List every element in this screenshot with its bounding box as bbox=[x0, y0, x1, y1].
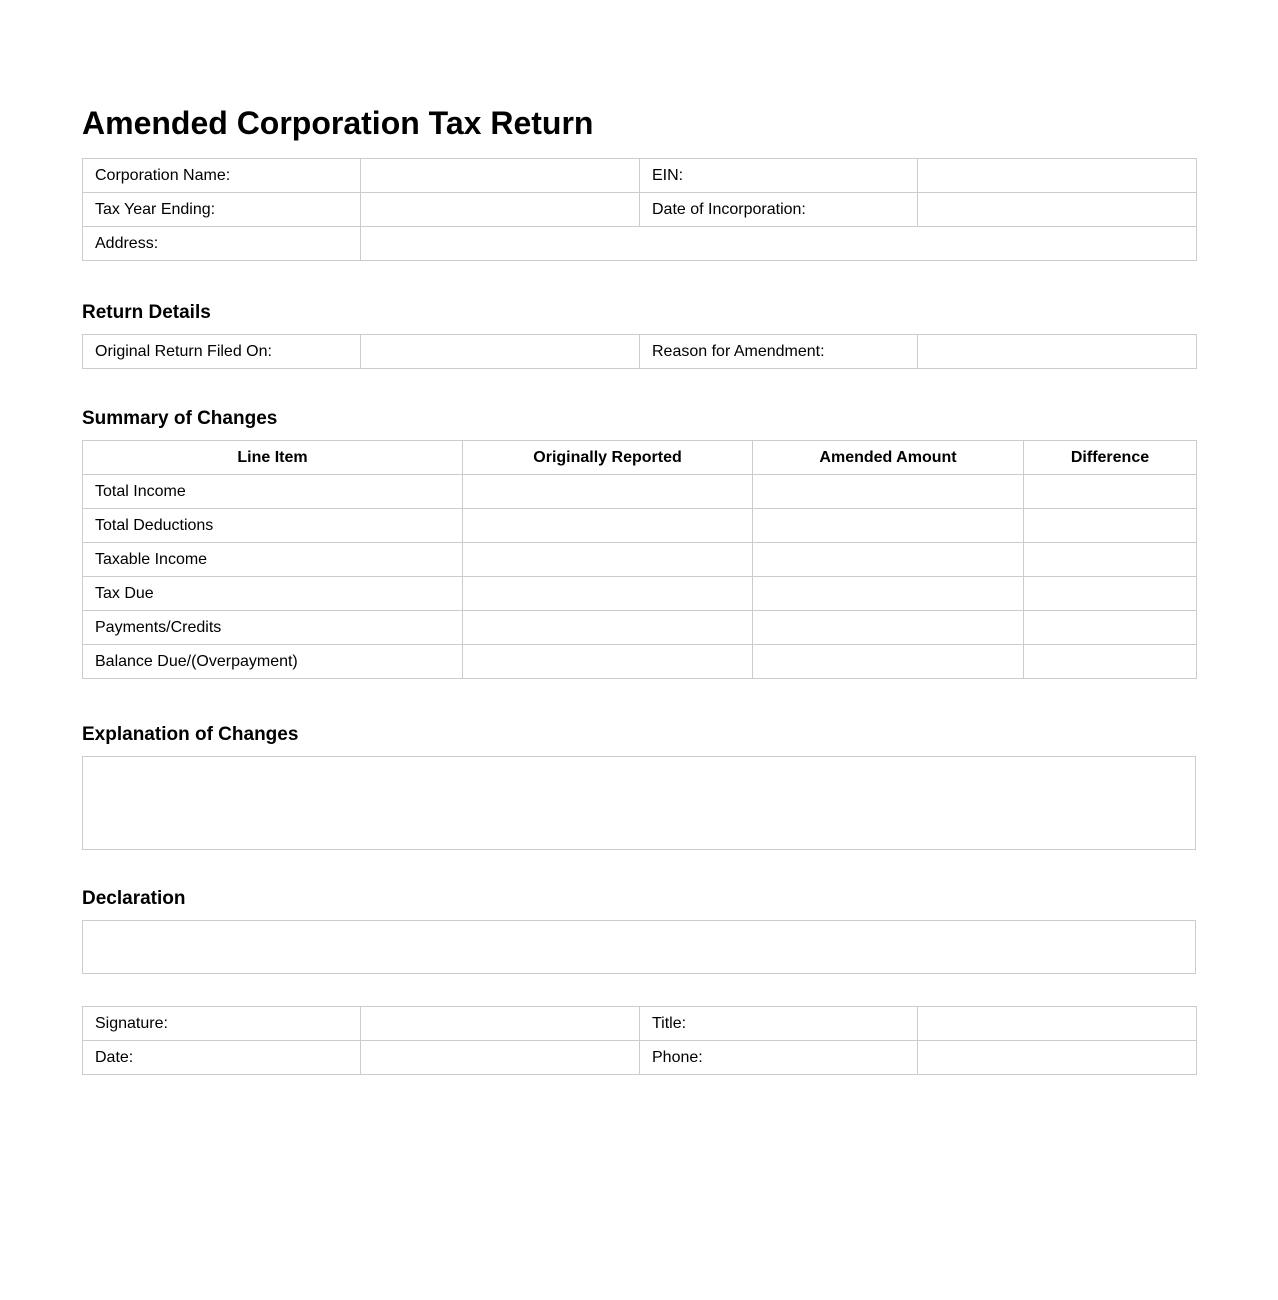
explanation-of-changes-heading: Explanation of Changes bbox=[82, 724, 299, 745]
address-label: Address: bbox=[83, 227, 361, 261]
amended-amount-field[interactable] bbox=[753, 509, 1024, 543]
line-item-label: Total Income bbox=[83, 475, 463, 509]
date-of-incorporation-label: Date of Incorporation: bbox=[640, 193, 918, 227]
page-title: Amended Corporation Tax Return bbox=[82, 105, 594, 141]
reason-for-amendment-field[interactable] bbox=[918, 335, 1197, 369]
summary-of-changes-table bbox=[82, 440, 1197, 679]
originally-reported-field[interactable] bbox=[463, 543, 753, 577]
original-return-filed-label: Original Return Filed On: bbox=[83, 335, 361, 369]
table-row bbox=[83, 1041, 1197, 1075]
line-item-label: Taxable Income bbox=[83, 543, 463, 577]
difference-field[interactable] bbox=[1024, 543, 1197, 577]
column-header-originally-reported: Originally Reported bbox=[463, 441, 753, 475]
signature-field[interactable] bbox=[361, 1007, 640, 1041]
originally-reported-field[interactable] bbox=[463, 611, 753, 645]
phone-field[interactable] bbox=[918, 1041, 1197, 1075]
table-row bbox=[83, 577, 1197, 611]
declaration-text-area[interactable] bbox=[82, 920, 1196, 974]
date-field[interactable] bbox=[361, 1041, 640, 1075]
original-return-filed-field[interactable] bbox=[361, 335, 640, 369]
tax-year-ending-field[interactable] bbox=[361, 193, 640, 227]
difference-field[interactable] bbox=[1024, 611, 1197, 645]
date-of-incorporation-field[interactable] bbox=[918, 193, 1197, 227]
table-row bbox=[83, 159, 1197, 193]
title-label: Title: bbox=[640, 1007, 918, 1041]
corporation-name-field[interactable] bbox=[361, 159, 640, 193]
title-field[interactable] bbox=[918, 1007, 1197, 1041]
table-row bbox=[83, 193, 1197, 227]
reason-for-amendment-label: Reason for Amendment: bbox=[640, 335, 918, 369]
tax-year-ending-label: Tax Year Ending: bbox=[83, 193, 361, 227]
date-label: Date: bbox=[83, 1041, 361, 1075]
signature-label: Signature: bbox=[83, 1007, 361, 1041]
difference-field[interactable] bbox=[1024, 509, 1197, 543]
difference-field[interactable] bbox=[1024, 577, 1197, 611]
table-row bbox=[83, 509, 1197, 543]
table-row bbox=[83, 543, 1197, 577]
table-row bbox=[83, 335, 1197, 369]
corporation-name-label: Corporation Name: bbox=[83, 159, 361, 193]
line-item-label: Payments/Credits bbox=[83, 611, 463, 645]
address-field[interactable] bbox=[361, 227, 1197, 261]
amended-amount-field[interactable] bbox=[753, 543, 1024, 577]
amended-amount-field[interactable] bbox=[753, 475, 1024, 509]
originally-reported-field[interactable] bbox=[463, 509, 753, 543]
difference-field[interactable] bbox=[1024, 645, 1197, 679]
amended-amount-field[interactable] bbox=[753, 611, 1024, 645]
return-details-table bbox=[82, 334, 1197, 369]
amended-amount-field[interactable] bbox=[753, 577, 1024, 611]
column-header-amended-amount: Amended Amount bbox=[753, 441, 1024, 475]
column-header-difference: Difference bbox=[1024, 441, 1197, 475]
signature-table bbox=[82, 1006, 1197, 1075]
phone-label: Phone: bbox=[640, 1041, 918, 1075]
explanation-text-area[interactable] bbox=[82, 756, 1196, 850]
originally-reported-field[interactable] bbox=[463, 475, 753, 509]
summary-of-changes-heading: Summary of Changes bbox=[82, 408, 278, 429]
amended-amount-field[interactable] bbox=[753, 645, 1024, 679]
return-details-heading: Return Details bbox=[82, 302, 211, 323]
difference-field[interactable] bbox=[1024, 475, 1197, 509]
corporation-info-table bbox=[82, 158, 1197, 261]
table-row bbox=[83, 227, 1197, 261]
table-row bbox=[83, 1007, 1197, 1041]
ein-field[interactable] bbox=[918, 159, 1197, 193]
line-item-label: Balance Due/(Overpayment) bbox=[83, 645, 463, 679]
line-item-label: Tax Due bbox=[83, 577, 463, 611]
originally-reported-field[interactable] bbox=[463, 577, 753, 611]
line-item-label: Total Deductions bbox=[83, 509, 463, 543]
table-header-row bbox=[83, 441, 1197, 475]
column-header-line-item: Line Item bbox=[83, 441, 463, 475]
originally-reported-field[interactable] bbox=[463, 645, 753, 679]
declaration-heading: Declaration bbox=[82, 888, 186, 909]
table-row bbox=[83, 475, 1197, 509]
table-row bbox=[83, 645, 1197, 679]
table-row bbox=[83, 611, 1197, 645]
ein-label: EIN: bbox=[640, 159, 918, 193]
